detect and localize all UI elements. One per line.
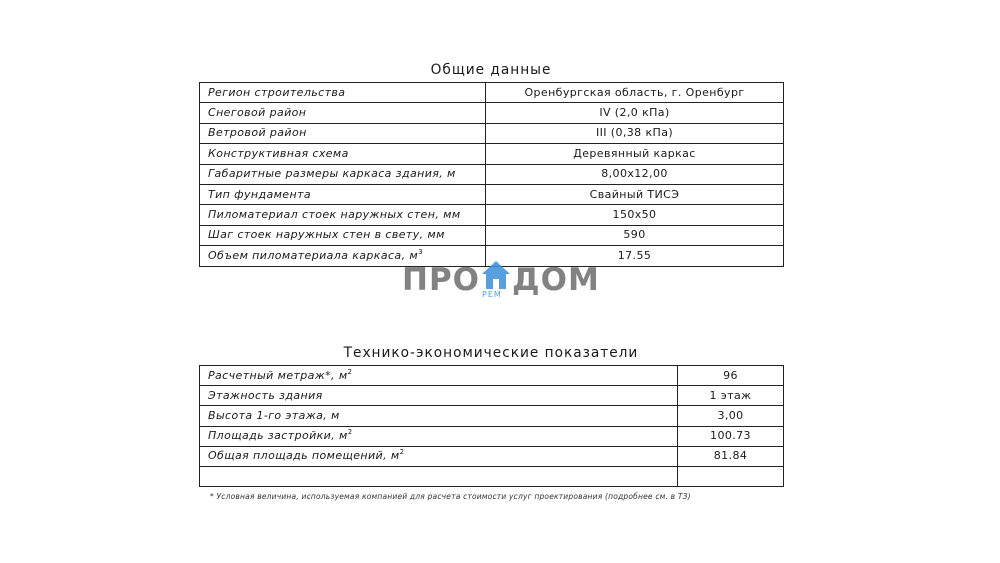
row-value: IV (2,0 кПа) (486, 103, 784, 123)
row-label: Площадь застройки, $м^2$ (200, 426, 678, 446)
unit-superscript: 3 (418, 247, 423, 256)
row-label: Общая площадь помещений, $м^2$ (200, 446, 678, 466)
table-row (200, 426, 784, 446)
tech-econ-table (199, 365, 784, 487)
row-label: Конструктивная схема (200, 144, 486, 164)
row-label: Регион строительства (200, 83, 486, 103)
table-row (200, 123, 784, 143)
row-value: 3,00 (678, 406, 784, 426)
row-label: Шаг стоек наружных стен в свету, мм (200, 225, 486, 245)
footnote: * Условная величина, используемая компанией для расчета стоимости услуг проектирования (подробнее см. в ТЗ) (210, 492, 691, 501)
row-value: 96 (678, 366, 784, 386)
table-row (200, 184, 784, 204)
logo (400, 258, 600, 304)
unit-superscript: 2 (347, 428, 353, 437)
row-value: III (0,38 кПа) (486, 123, 784, 143)
unit-superscript: 2 (347, 367, 353, 376)
row-value: 100.73 (678, 426, 784, 446)
table-row (200, 446, 784, 466)
row-label: Габаритные размеры каркаса здания, м (200, 164, 486, 184)
table-row (200, 205, 784, 225)
row-value: 8,00х12,00 (486, 164, 784, 184)
table-row (200, 386, 784, 406)
table-row (200, 144, 784, 164)
table-row (200, 83, 784, 103)
row-value: 590 (486, 225, 784, 245)
table-row (200, 164, 784, 184)
table-row (200, 406, 784, 426)
general-data-table (199, 82, 784, 267)
row-value (678, 466, 784, 486)
table-row (200, 103, 784, 123)
row-value: Оренбургская область, г. Оренбург (486, 83, 784, 103)
unit-superscript: 2 (399, 448, 405, 457)
row-value: Деревянный каркас (486, 144, 784, 164)
table-row (200, 466, 784, 486)
row-label: Пиломатериал стоек наружных стен, мм (200, 205, 486, 225)
row-label: Высота 1-го этажа, м (200, 406, 678, 426)
tech-econ-title: Технико-экономические показатели (343, 345, 639, 361)
general-data-title: Общие данные (430, 62, 552, 78)
table-row (200, 225, 784, 245)
row-value: 17.55 (486, 246, 784, 266)
logo-subtext: РЕМ (482, 290, 502, 299)
row-label: Тип фундамента (200, 184, 486, 204)
logo-text-left: ПРО (402, 262, 481, 298)
row-label: Расчетный метраж*, $м^2$ (200, 366, 678, 386)
row-value: Свайный ТИСЭ (486, 184, 784, 204)
row-label: Ветровой район (200, 123, 486, 143)
row-value: 81.84 (678, 446, 784, 466)
row-value: 1 этаж (678, 386, 784, 406)
row-label: Этажность здания (200, 386, 678, 406)
row-label: Снеговой район (200, 103, 486, 123)
table-row (200, 366, 784, 386)
row-label (200, 466, 678, 486)
row-value: 150х50 (486, 205, 784, 225)
row-label: Объем пиломатериала каркаса, $м^3$ (200, 246, 486, 266)
logo-text-right: ДОМ (512, 262, 600, 298)
